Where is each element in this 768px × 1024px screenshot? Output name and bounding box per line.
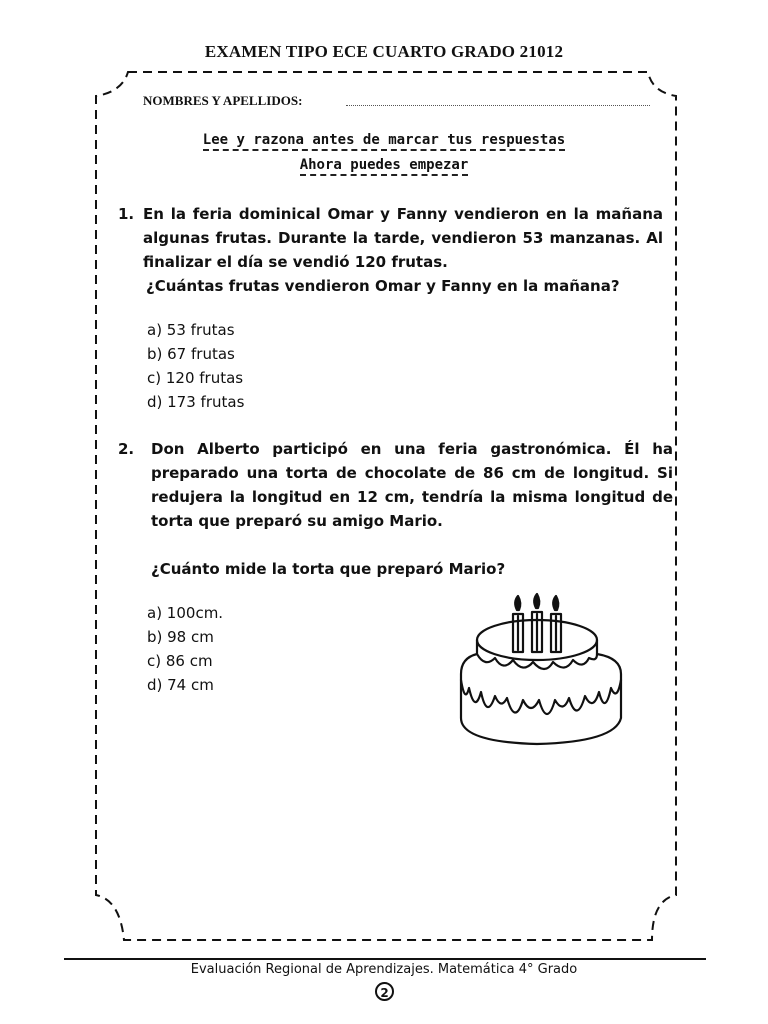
page-title: EXAMEN TIPO ECE CUARTO GRADO 21012 bbox=[204, 42, 564, 61]
name-label: NOMBRES Y APELLIDOS: bbox=[143, 93, 303, 108]
name-input-line[interactable] bbox=[346, 105, 650, 106]
question-prompt: ¿Cuánto mide la torta que preparó Mario? bbox=[151, 560, 506, 578]
question-line: Don Alberto participó en una feria gastronómica. Él ha bbox=[151, 440, 673, 458]
question-1-options bbox=[147, 318, 244, 414]
question-line: finalizar el día se vendió 120 frutas. bbox=[143, 253, 448, 271]
option-d[interactable]: d) 74 cm bbox=[147, 676, 214, 694]
option-b[interactable]: b) 98 cm bbox=[147, 628, 214, 646]
question-text bbox=[143, 202, 663, 298]
question-line: redujera la longitud en 12 cm, tendría la misma longitud de bbox=[151, 488, 673, 506]
option-a[interactable]: a) 100cm. bbox=[147, 604, 224, 622]
question-line: algunas frutas. Durante la tarde, vendieron 53 manzanas. Al bbox=[143, 229, 663, 247]
option-d[interactable]: d) 173 frutas bbox=[147, 393, 245, 411]
option-b[interactable]: b) 67 frutas bbox=[147, 345, 235, 363]
question-line: preparado una torta de chocolate de 86 cm de longitud. Si bbox=[151, 464, 673, 482]
footer-text: Evaluación Regional de Aprendizajes. Matemática 4° Grado bbox=[190, 962, 578, 977]
page-number: 2 bbox=[375, 982, 394, 1001]
footer-divider bbox=[64, 958, 706, 960]
question-2-options bbox=[147, 601, 223, 697]
question-line: En la feria dominical Omar y Fanny vendieron en la mañana bbox=[143, 205, 663, 223]
option-a[interactable]: a) 53 frutas bbox=[147, 321, 235, 339]
option-c[interactable]: c) 120 frutas bbox=[147, 369, 244, 387]
question-line: torta que preparó su amigo Mario. bbox=[151, 512, 443, 530]
question-prompt: ¿Cuántas frutas vendieron Omar y Fanny en la mañana? bbox=[146, 277, 620, 295]
instruction-line-1: Lee y razona antes de marcar tus respuestas bbox=[0, 132, 768, 148]
option-c[interactable]: c) 86 cm bbox=[147, 652, 213, 670]
question-number: 1. bbox=[118, 205, 135, 223]
question-text bbox=[151, 437, 673, 581]
instruction-line-2: Ahora puedes empezar bbox=[0, 157, 768, 173]
birthday-cake-icon bbox=[455, 592, 631, 748]
question-number: 2. bbox=[118, 440, 135, 458]
